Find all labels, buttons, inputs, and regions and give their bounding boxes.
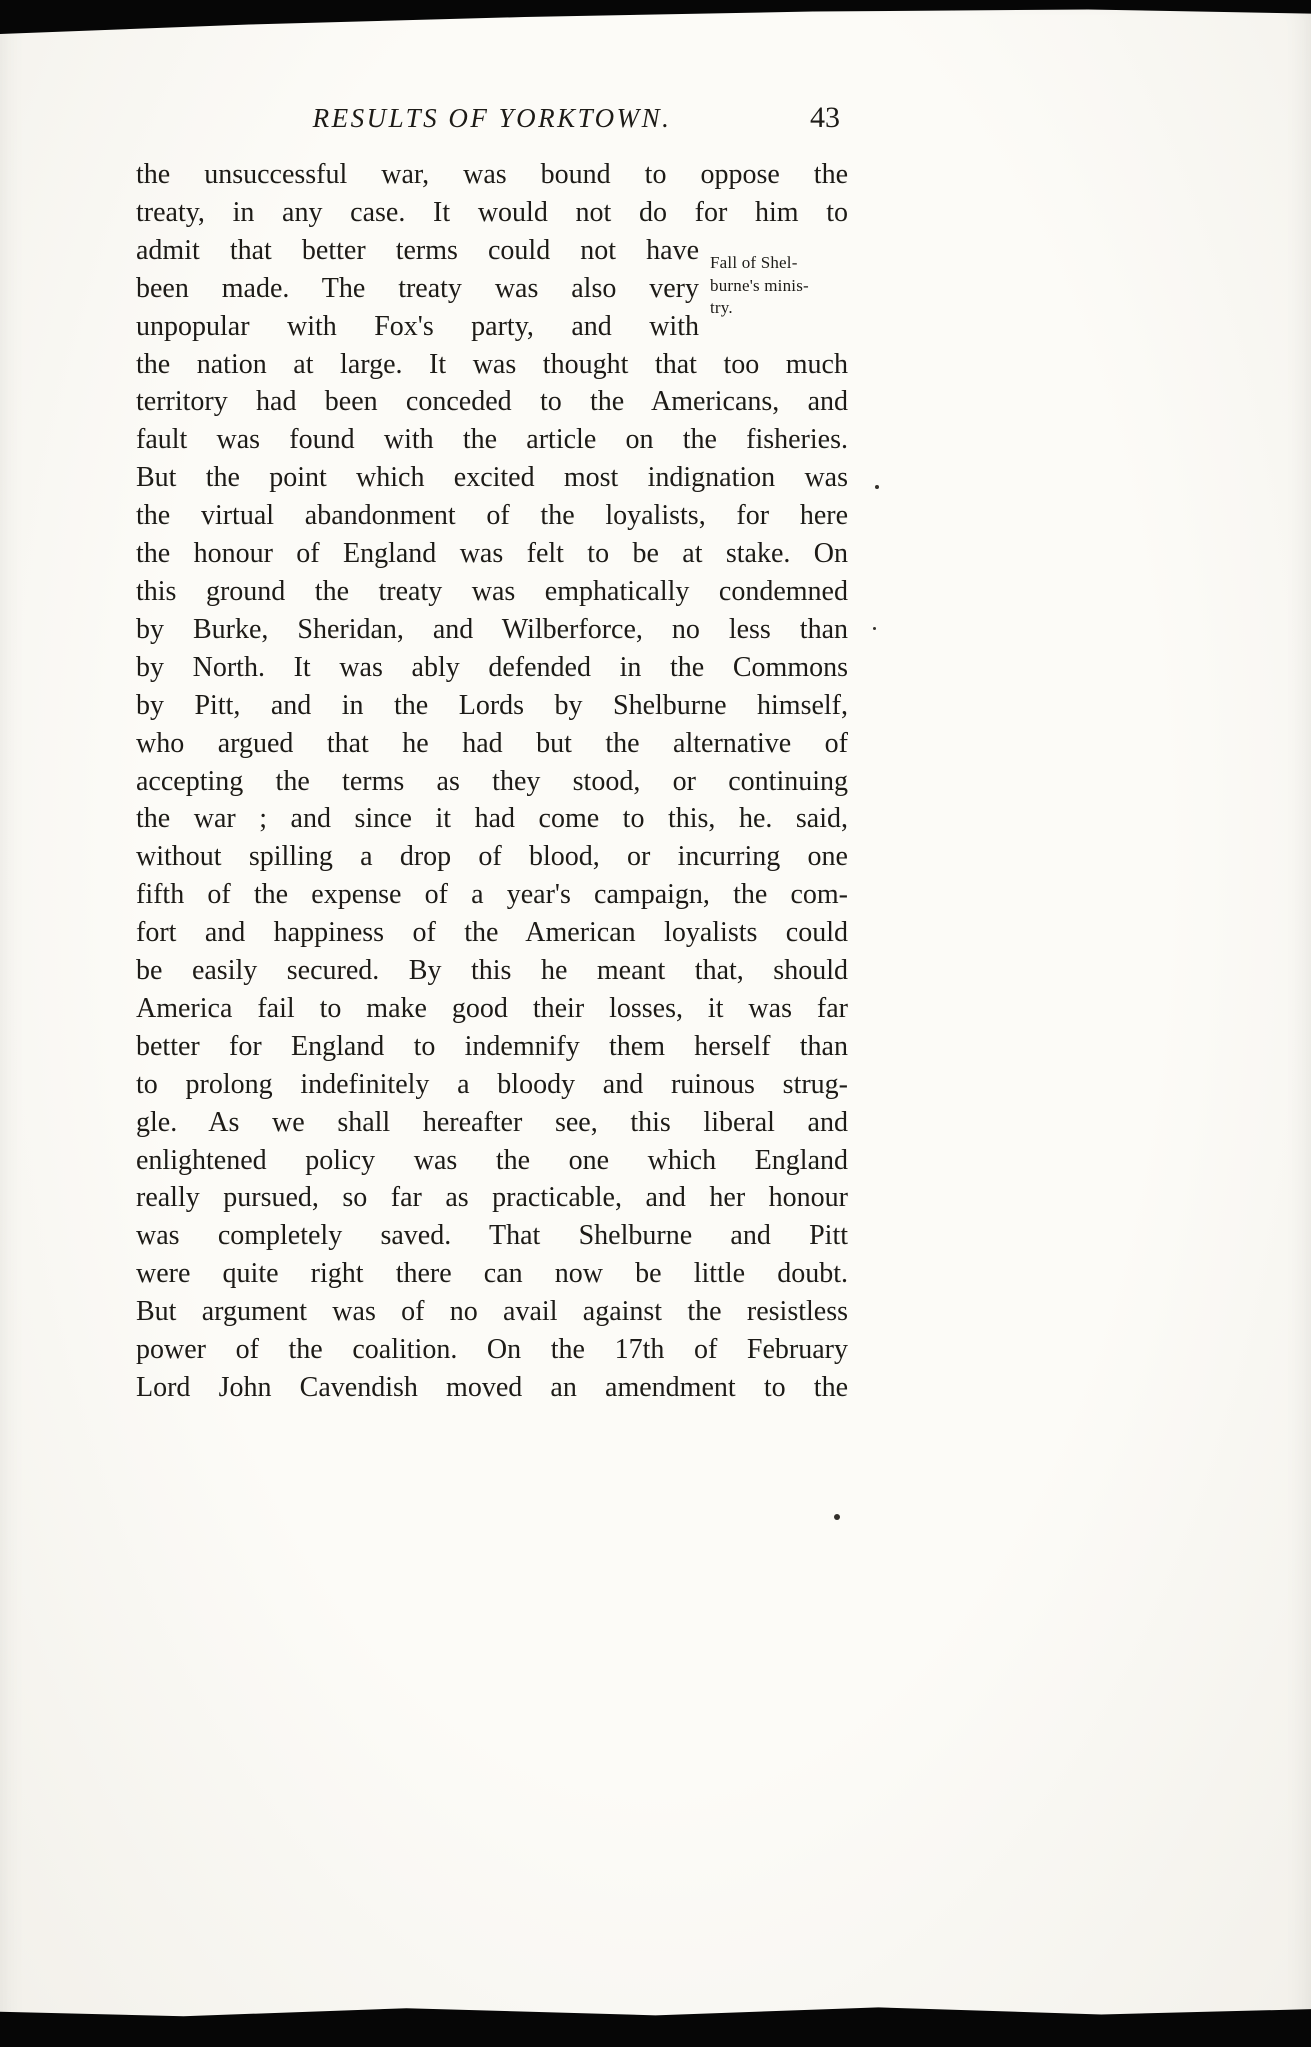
text-line: the war ; and since it had come to this, he. said, (136, 803, 848, 835)
text-line: But argument was of no avail against the resistless (136, 1296, 848, 1328)
sidenote-line: try. (710, 298, 733, 317)
text-line: been made. The treaty was also very (136, 272, 699, 304)
text-line: were quite right there can now be little doubt. (136, 1258, 848, 1290)
text-line: this ground the treaty was emphatically condemned (136, 575, 848, 607)
running-title: RESULTS OF YORKTOWN. (312, 103, 672, 133)
text-line: territory had been conceded to the Americans, and (136, 386, 848, 418)
scan-edge-top (0, 0, 1311, 34)
text-line: Lord John Cavendish moved an amendment to the (136, 1372, 848, 1403)
text-line: fault was found with the article on the fisheries. (136, 424, 848, 456)
text-line: the unsuccessful war, was bound to oppose the (136, 159, 848, 190)
scan-speck (834, 1514, 840, 1520)
scan-edge-bottom (0, 2003, 1311, 2047)
text-line: accepting the terms as they stood, or continuing (136, 765, 848, 797)
text-line: who argued that he had but the alternative of (136, 727, 848, 759)
text-line: really pursued, so far as practicable, and her honour (136, 1182, 848, 1214)
scan-speck (873, 627, 876, 630)
sidenote-line: Fall of Shel- (710, 253, 798, 272)
text-line: unpopular with Fox's party, and with (136, 310, 699, 342)
text-line: treaty, in any case. It would not do for him to (136, 196, 848, 228)
page-number: 43 (810, 101, 840, 134)
text-line: But the point which excited most indignation was (136, 462, 848, 494)
text-line: by North. It was ably defended in the Commons (136, 651, 848, 683)
text-line: gle. As we shall hereafter see, this liberal and (136, 1106, 848, 1138)
text-line: be easily secured. By this he meant that, should (136, 955, 848, 987)
text-line: admit that better terms could not have (136, 234, 699, 266)
text-line: was completely saved. That Shelburne and Pitt (136, 1220, 848, 1252)
text-line: the honour of England was felt to be at stake. On (136, 538, 848, 570)
text-line: enlightened policy was the one which England (136, 1144, 848, 1176)
page-header (136, 100, 848, 136)
body-text (136, 156, 848, 1407)
text-line: the virtual abandonment of the loyalists, for here (136, 500, 848, 532)
sidenote-line: burne's minis- (710, 275, 809, 295)
text-line: fort and happiness of the American loyalists could (136, 917, 848, 949)
text-line: to prolong indefinitely a bloody and ruinous strug- (136, 1068, 848, 1100)
scan-speck (875, 485, 879, 489)
text-line: without spilling a drop of blood, or incurring one (136, 841, 848, 873)
text-line: power of the coalition. On the 17th of February (136, 1334, 848, 1366)
text-line: by Pitt, and in the Lords by Shelburne himself, (136, 689, 848, 721)
text-line: by Burke, Sheridan, and Wilberforce, no less than (136, 613, 848, 645)
text-line: the nation at large. It was thought that too much (136, 348, 848, 380)
text-line: fifth of the expense of a year's campaign, the com- (136, 879, 848, 911)
text-line: better for England to indemnify them herself than (136, 1030, 848, 1062)
text-line: America fail to make good their losses, it was far (136, 992, 848, 1024)
